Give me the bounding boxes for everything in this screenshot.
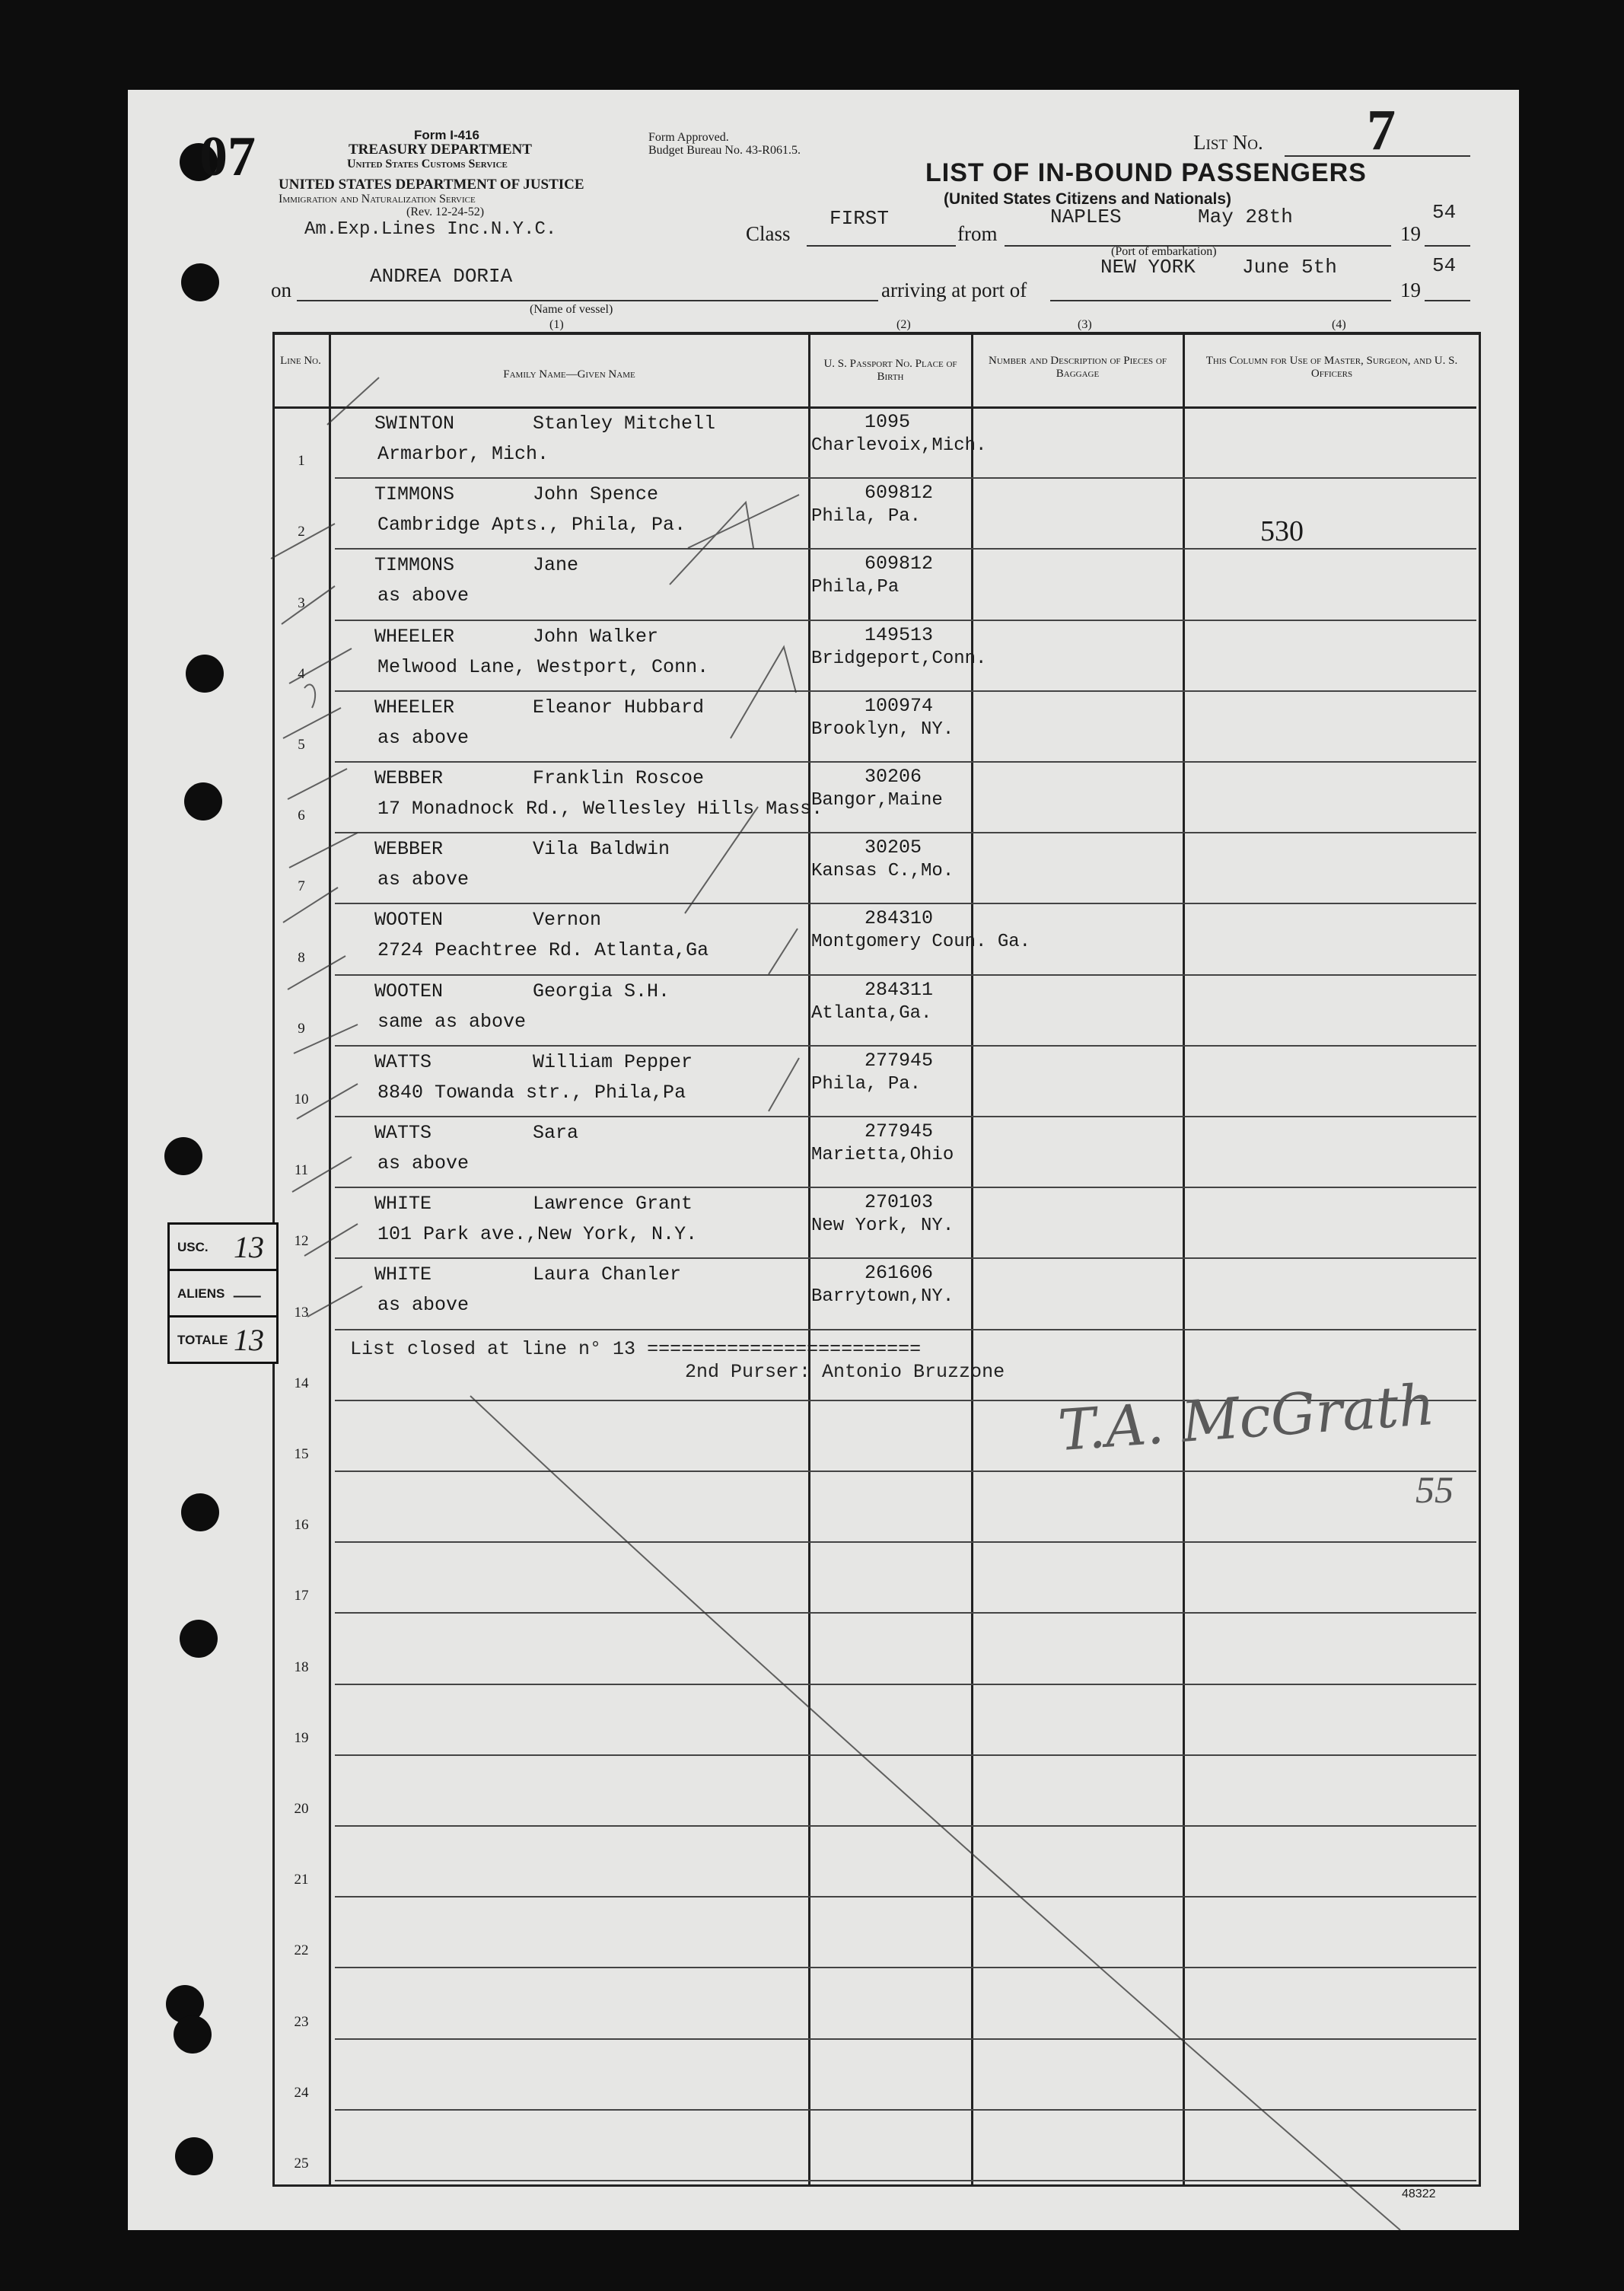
signature-date: 55 bbox=[1415, 1468, 1454, 1511]
header-baggage: Number and Description of Pieces of Baggage bbox=[989, 355, 1167, 380]
row-divider bbox=[335, 1967, 1476, 1968]
line-number: 1 bbox=[298, 453, 305, 470]
place-of-birth: Brooklyn, NY. bbox=[811, 719, 954, 740]
place-of-birth: New York, NY. bbox=[811, 1216, 954, 1237]
row-divider bbox=[335, 477, 1476, 479]
given-name: Georgia S.H. bbox=[533, 980, 670, 1002]
row-divider bbox=[335, 1612, 1476, 1614]
aliens-label: ALIENS bbox=[177, 1286, 225, 1301]
address: 101 Park ave.,New York, N.Y. bbox=[377, 1223, 698, 1246]
vessel-underline bbox=[297, 300, 878, 301]
aliens-count bbox=[170, 1271, 276, 1318]
on-label: on bbox=[271, 279, 291, 301]
vessel-label: (Name of vessel) bbox=[530, 303, 613, 316]
year-underline bbox=[1425, 245, 1470, 247]
from-year: 54 bbox=[1432, 201, 1457, 224]
col-num-4: (4) bbox=[1332, 318, 1346, 331]
row-divider bbox=[335, 1257, 1476, 1259]
given-name: Franklin Roscoe bbox=[533, 767, 705, 789]
closing-line-1: List closed at line n° 13 ======================== bbox=[350, 1338, 922, 1360]
address: as above bbox=[377, 868, 470, 891]
place-of-birth: Bridgeport,Conn. bbox=[811, 648, 987, 669]
list-no-value: 7 bbox=[1367, 98, 1396, 162]
row-divider bbox=[335, 690, 1476, 692]
passport-number: 30206 bbox=[865, 766, 922, 788]
class-underline bbox=[807, 245, 956, 247]
given-name: Sara bbox=[533, 1122, 579, 1144]
passport-number: 284311 bbox=[865, 978, 934, 1001]
line-number: 12 bbox=[294, 1233, 309, 1250]
family-name: TIMMONS bbox=[374, 554, 455, 577]
line-number: 19 bbox=[294, 1729, 309, 1746]
line-number: 4 bbox=[298, 665, 305, 682]
given-name: Lawrence Grant bbox=[533, 1193, 693, 1216]
footer-code: 48322 bbox=[1402, 2187, 1436, 2200]
punch-hole bbox=[174, 2015, 212, 2054]
place-of-birth: Atlanta,Ga. bbox=[811, 1002, 932, 1024]
address: Cambridge Apts., Phila, Pa. bbox=[377, 514, 686, 537]
place-of-birth: Phila, Pa. bbox=[811, 506, 922, 527]
address: 17 Monadnock Rd., Wellesley Hills Mass. bbox=[377, 798, 823, 820]
passport-number: 270103 bbox=[865, 1191, 934, 1214]
line-number: 9 bbox=[298, 1020, 305, 1037]
arrival-date: June 5th bbox=[1242, 256, 1337, 279]
address: Armarbor, Mich. bbox=[377, 443, 549, 465]
row-divider bbox=[335, 2038, 1476, 2040]
family-name: WOOTEN bbox=[374, 909, 444, 932]
passport-number: 277945 bbox=[865, 1049, 934, 1072]
punch-hole bbox=[181, 263, 219, 301]
family-name: TIMMONS bbox=[374, 483, 455, 506]
row-divider bbox=[335, 548, 1476, 550]
line-number: 5 bbox=[298, 737, 305, 753]
punch-hole bbox=[181, 1493, 219, 1531]
row-divider bbox=[335, 974, 1476, 976]
passport-number: 30205 bbox=[865, 836, 922, 859]
row-divider bbox=[335, 2109, 1476, 2111]
class-label: Class bbox=[746, 222, 791, 245]
address: 8840 Towanda str., Phila,Pa bbox=[377, 1081, 686, 1104]
passport-number: 609812 bbox=[865, 482, 934, 505]
usc-count bbox=[170, 1225, 276, 1271]
passport-number: 100974 bbox=[865, 694, 934, 717]
passenger-counts bbox=[167, 1222, 279, 1364]
dept-justice: UNITED STATES DEPARTMENT OF JUSTICE bbox=[279, 177, 584, 193]
col-num-2: (2) bbox=[896, 318, 911, 331]
place-of-birth: Phila,Pa bbox=[811, 577, 900, 598]
arrival-year: 54 bbox=[1432, 254, 1457, 277]
usc-label: USC. bbox=[177, 1240, 209, 1254]
address: as above bbox=[377, 1294, 470, 1317]
row-divider bbox=[335, 1754, 1476, 1756]
line-number: 6 bbox=[298, 808, 305, 824]
row-divider bbox=[335, 1471, 1476, 1472]
vessel-name: ANDREA DORIA bbox=[370, 265, 513, 288]
punch-hole bbox=[186, 655, 224, 693]
corner-number: 07 bbox=[199, 126, 256, 188]
family-name: WEBBER bbox=[374, 838, 444, 861]
row-divider bbox=[335, 2180, 1476, 2181]
family-name: WEBBER bbox=[374, 767, 444, 789]
from-port: NAPLES bbox=[1050, 206, 1122, 228]
dept-treasury: TREASURY DEPARTMENT bbox=[349, 142, 532, 158]
officer-signature: T.A. McGrath bbox=[1056, 1372, 1438, 1464]
family-name: SWINTON bbox=[374, 413, 455, 435]
row-divider bbox=[335, 903, 1476, 904]
passport-number: 149513 bbox=[865, 623, 934, 646]
family-name: WHEELER bbox=[374, 696, 455, 719]
class-value: FIRST bbox=[830, 207, 890, 230]
arrival-year-prefix: 19 bbox=[1400, 279, 1421, 301]
punch-hole bbox=[164, 1137, 202, 1175]
manifest-table bbox=[272, 332, 1481, 2187]
line-number: 10 bbox=[294, 1091, 309, 1107]
header-name: Family Name—Given Name bbox=[503, 368, 635, 381]
punch-hole bbox=[180, 1620, 218, 1658]
family-name: WHEELER bbox=[374, 625, 455, 648]
dept-treasury-sub: United States Customs Service bbox=[347, 158, 508, 170]
address: 2724 Peachtree Rd. Atlanta,Ga bbox=[377, 939, 709, 962]
total-count bbox=[170, 1318, 276, 1362]
row-divider bbox=[335, 1329, 1476, 1330]
port-embark-label: (Port of embarkation) bbox=[1111, 245, 1217, 258]
line-number: 2 bbox=[298, 524, 305, 540]
row-divider bbox=[335, 761, 1476, 763]
line-number: 24 bbox=[294, 2084, 309, 2101]
given-name: Vernon bbox=[533, 909, 602, 932]
arrival-year-underline bbox=[1425, 300, 1470, 301]
given-name: John Walker bbox=[533, 625, 659, 648]
address: as above bbox=[377, 585, 470, 607]
header-officers: This Column for Use of Master, Surgeon, and U. S. Officers bbox=[1205, 355, 1458, 380]
form-revision: (Rev. 12-24-52) bbox=[406, 206, 485, 218]
arrival-port: NEW YORK bbox=[1100, 256, 1196, 279]
line-number: 22 bbox=[294, 1942, 309, 1959]
arriving-label: arriving at port of bbox=[881, 279, 1027, 301]
family-name: WATTS bbox=[374, 1122, 432, 1144]
passport-number: 261606 bbox=[865, 1262, 934, 1285]
row-divider bbox=[335, 832, 1476, 833]
line-number: 21 bbox=[294, 1872, 309, 1888]
punch-hole bbox=[184, 782, 222, 820]
from-label: from bbox=[957, 222, 998, 245]
line-number: 14 bbox=[294, 1375, 309, 1391]
form-subtitle: (United States Citizens and Nationals) bbox=[944, 190, 1232, 208]
list-no-label: List No. bbox=[1193, 131, 1263, 154]
form-id: Form I-416 bbox=[414, 128, 479, 142]
dept-justice-sub: Immigration and Naturalization Service bbox=[279, 193, 476, 206]
given-name: John Spence bbox=[533, 483, 659, 506]
form-approved: Form Approved. bbox=[648, 131, 729, 144]
family-name: WOOTEN bbox=[374, 980, 444, 1002]
address: same as above bbox=[377, 1010, 527, 1033]
row-divider bbox=[335, 1541, 1476, 1543]
given-name: Stanley Mitchell bbox=[533, 413, 716, 435]
year-prefix: 19 bbox=[1400, 222, 1421, 245]
row-divider bbox=[335, 1116, 1476, 1117]
line-number: 7 bbox=[298, 878, 305, 895]
from-date: May 28th bbox=[1198, 206, 1293, 228]
row-divider bbox=[335, 1896, 1476, 1897]
passport-number: 609812 bbox=[865, 553, 934, 575]
line-number: 23 bbox=[294, 2013, 309, 2030]
given-name: William Pepper bbox=[533, 1050, 693, 1073]
form-title: LIST OF IN-BOUND PASSENGERS bbox=[925, 158, 1367, 187]
aliens-value: — bbox=[234, 1276, 261, 1311]
row-divider bbox=[335, 1684, 1476, 1685]
family-name: WATTS bbox=[374, 1050, 432, 1073]
given-name: Eleanor Hubbard bbox=[533, 696, 705, 719]
agent-line: Am.Exp.Lines Inc.N.Y.C. bbox=[304, 219, 557, 240]
col-num-1: (1) bbox=[549, 318, 564, 331]
line-number: 18 bbox=[294, 1659, 309, 1675]
place-of-birth: Bangor,Maine bbox=[811, 790, 943, 811]
punch-hole bbox=[175, 2137, 213, 2175]
line-number: 3 bbox=[298, 594, 305, 611]
line-number: 8 bbox=[298, 949, 305, 966]
header-divider bbox=[272, 406, 1476, 409]
family-name: WHITE bbox=[374, 1193, 432, 1216]
place-of-birth: Charlevoix,Mich. bbox=[811, 435, 987, 456]
passport-number: 1095 bbox=[865, 411, 911, 433]
row-divider bbox=[335, 1187, 1476, 1188]
officer-note: 530 bbox=[1260, 515, 1304, 547]
col-divider bbox=[329, 332, 331, 2184]
given-name: Vila Baldwin bbox=[533, 838, 670, 861]
line-number: 25 bbox=[294, 2156, 309, 2172]
header-line-no: Line No. bbox=[280, 355, 321, 367]
address: as above bbox=[377, 1152, 470, 1174]
row-divider bbox=[335, 620, 1476, 621]
budget-bureau: Budget Bureau No. 43-R061.5. bbox=[648, 144, 801, 157]
address: Melwood Lane, Westport, Conn. bbox=[377, 655, 709, 678]
place-of-birth: Phila, Pa. bbox=[811, 1073, 922, 1095]
place-of-birth: Kansas C.,Mo. bbox=[811, 861, 954, 882]
family-name: WHITE bbox=[374, 1263, 432, 1286]
passport-number: 284310 bbox=[865, 907, 934, 930]
given-name: Jane bbox=[533, 554, 579, 577]
place-of-birth: Marietta,Ohio bbox=[811, 1145, 954, 1165]
usc-value: 13 bbox=[234, 1230, 264, 1264]
place-of-birth: Montgomery Coun. Ga. bbox=[811, 932, 1031, 953]
closing-line-2: 2nd Purser: Antonio Bruzzone bbox=[685, 1361, 1005, 1383]
line-number: 11 bbox=[294, 1162, 309, 1179]
arrival-underline bbox=[1050, 300, 1391, 301]
total-label: TOTALE bbox=[177, 1333, 228, 1347]
given-name: Laura Chanler bbox=[533, 1263, 682, 1286]
line-number: 15 bbox=[294, 1446, 309, 1462]
total-value: 13 bbox=[234, 1323, 264, 1357]
header-passport: U. S. Passport No. Place of Birth bbox=[823, 358, 957, 383]
col-num-3: (3) bbox=[1078, 318, 1092, 331]
line-number: 17 bbox=[294, 1588, 309, 1604]
place-of-birth: Barrytown,NY. bbox=[811, 1286, 954, 1308]
row-divider bbox=[335, 1045, 1476, 1047]
line-number: 16 bbox=[294, 1517, 309, 1534]
line-number: 20 bbox=[294, 1801, 309, 1817]
row-divider bbox=[335, 1825, 1476, 1827]
passport-number: 277945 bbox=[865, 1120, 934, 1142]
address: as above bbox=[377, 726, 470, 749]
line-number: 13 bbox=[294, 1304, 309, 1321]
